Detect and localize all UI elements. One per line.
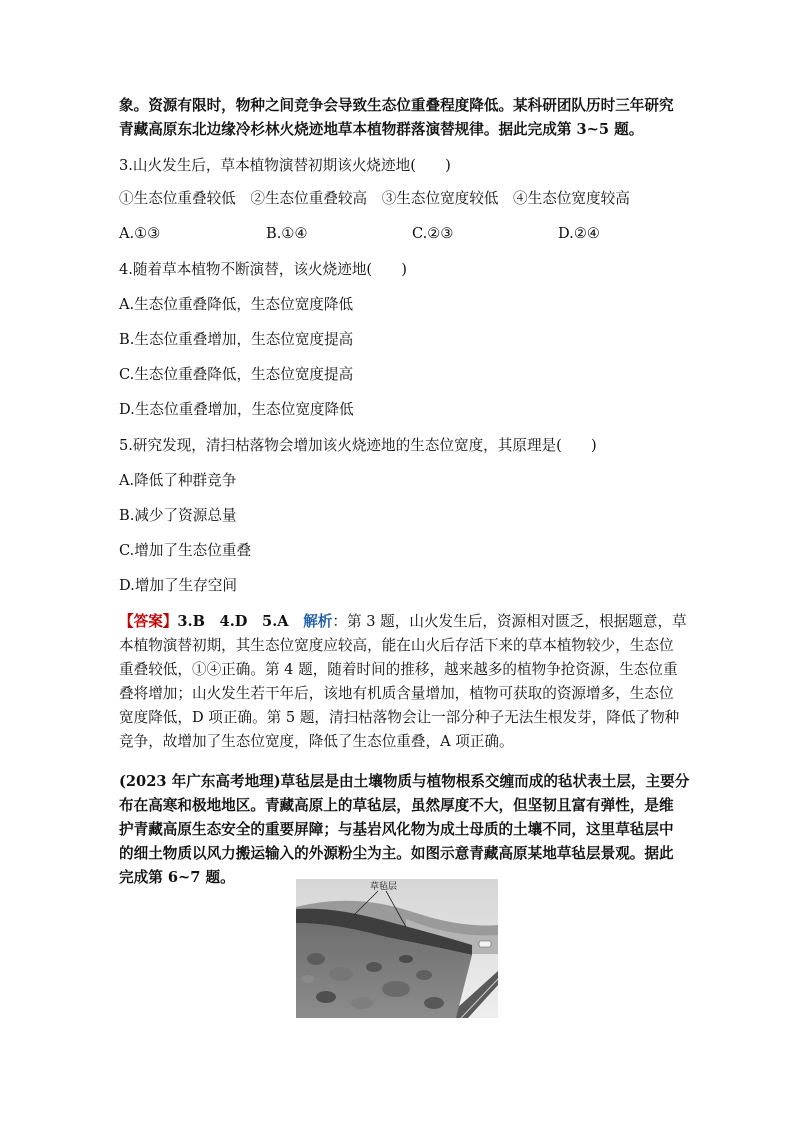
answer-label: 【答案】 — [119, 613, 178, 630]
q4-stem: 4.随着草本植物不断演替，该火烧迹地( ) — [119, 261, 408, 278]
q3-option-b: B.①④ — [266, 225, 308, 242]
passage2-line-3: 护青藏高原生态安全的重要屏障；与基岩风化物为成土母质的土壤不同，这里草毡层中 — [119, 821, 674, 838]
q4-option-c: C.生态位重叠降低，生态位宽度提高 — [119, 366, 354, 383]
answer-keys: 3.B 4.D 5.A — [177, 613, 304, 630]
answer-line-3: 重叠较低，①④正确。第 4 题，随着时间的推移，越来越多的植物争抢资源，生态位重 — [119, 661, 678, 678]
q4-option-a: A.生态位重叠降低，生态位宽度降低 — [119, 296, 354, 313]
intro-line-2: 青藏高原东北边缘冷杉林火烧迹地草本植物群落演替规律。据此完成第 3~5 题。 — [119, 121, 644, 138]
answer-text-1: ：第 3 题，山火发生后，资源相对匮乏，根据题意，草 — [332, 613, 687, 630]
analysis-label: 解析 — [303, 613, 333, 630]
answer-line-1 — [119, 612, 687, 632]
passage2-line-5: 完成第 6~7 题。 — [119, 869, 235, 886]
q3-stem: 3.山火发生后，草本植物演替初期该火烧迹地( ) — [119, 157, 451, 174]
answer-line-4: 叠将增加；山火发生若干年后，该地有机质含量增加，植物可获取的资源增多，生态位 — [119, 685, 674, 702]
q4-option-d: D.生态位重叠增加，生态位宽度降低 — [119, 401, 354, 418]
answer-line-5: 宽度降低，D 项正确。第 5 题，清扫枯落物会让一部分种子无法生根发芽，降低了物种 — [119, 709, 680, 726]
q5-option-a: A.降低了种群竞争 — [119, 472, 237, 489]
q3-option-d: D.②④ — [558, 225, 600, 242]
q3-option-a: A.①③ — [119, 225, 161, 242]
intro-line-1: 象。资源有限时，物种之间竞争会导致生态位重叠程度降低。某科研团队历时三年研究 — [119, 97, 674, 114]
q5-option-d: D.增加了生存空间 — [119, 577, 237, 594]
sod-layer-callout-label: 草毡层 — [370, 882, 398, 892]
passage2-line-1: (2023 年广东高考地理)草毡层是由土壤物质与植物根系交缠而成的毡状表土层，主要分 — [119, 773, 690, 790]
q3-option-c: C.②③ — [412, 225, 454, 242]
q5-stem: 5.研究发现，清扫枯落物会增加该火烧迹地的生态位宽度，其原理是( ) — [119, 437, 597, 454]
q5-option-b: B.减少了资源总量 — [119, 507, 237, 524]
sod-layer-landscape-photo — [296, 879, 498, 1018]
answer-line-6: 竞争，故增加了生态位宽度，降低了生态位重叠，A 项正确。 — [119, 733, 514, 750]
answer-line-2: 本植物演替初期，其生态位宽度应较高，能在山火后存活下来的草本植物较少，生态位 — [119, 637, 674, 654]
passage2-line-2: 布在高寒和极地地区。青藏高原上的草毡层，虽然厚度不大，但坚韧且富有弹性，是维 — [119, 797, 674, 814]
q3-statements: ①生态位重叠较低 ②生态位重叠较高 ③生态位宽度较低 ④生态位宽度较高 — [119, 190, 630, 207]
q4-option-b: B.生态位重叠增加，生态位宽度提高 — [119, 331, 354, 348]
q5-option-c: C.增加了生态位重叠 — [119, 542, 252, 559]
passage2-line-4: 的细土物质以风力搬运输入的外源粉尘为主。如图示意青藏高原某地草毡层景观。据此 — [119, 845, 674, 862]
